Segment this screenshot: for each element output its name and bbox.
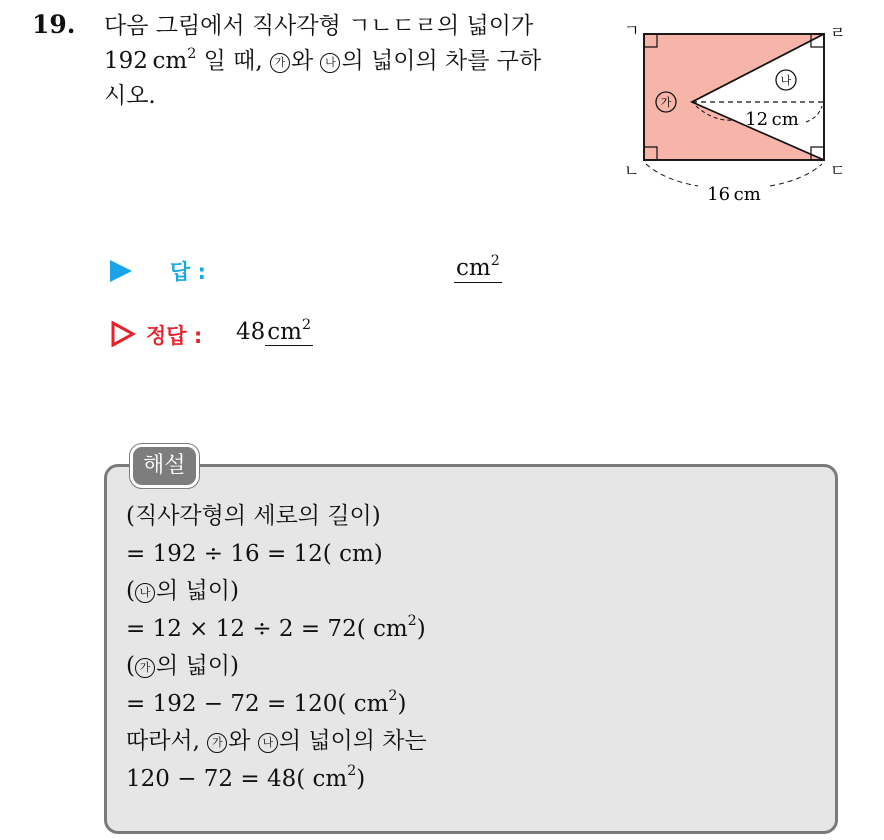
question-and: 와	[290, 48, 314, 74]
width-dimension-arc-left	[646, 164, 698, 186]
correct-unit	[265, 316, 313, 346]
correct-label: 정답 :	[146, 324, 203, 348]
answer-unit[interactable]	[454, 254, 502, 283]
rectangle-diagram	[614, 14, 864, 214]
region-label-ga: 가	[660, 96, 672, 109]
circled-na-icon: 나	[320, 53, 340, 73]
question-text	[104, 9, 604, 114]
circled-na-icon: 나	[135, 583, 155, 603]
height-label: 12 cm	[745, 109, 799, 130]
solution-line-5-text: 의 넓이)	[155, 653, 239, 679]
correct-unit-text: cm	[267, 319, 302, 345]
solution-line-6-text: = 192 − 72 = 120( cm	[126, 690, 389, 717]
solution-line-7	[126, 723, 427, 761]
question-line-3: 시오.	[104, 83, 156, 109]
solution-line-7-rest: 의 넓이의 차는	[278, 728, 427, 754]
solution-line-8-close: )	[356, 765, 366, 792]
question-line-1: 다음 그림에서 직사각형 ㄱㄴㄷㄹ의 넓이가	[104, 13, 534, 39]
solution-line-3: ( 나 의 넓이)	[126, 578, 239, 604]
solution-line-5: ( 가 의 넓이)	[126, 653, 239, 679]
solution-line-4	[126, 611, 427, 649]
question-line-2	[104, 44, 604, 79]
solution-line-4-close: )	[416, 615, 426, 642]
solution-line-3-text: 의 넓이)	[155, 578, 239, 604]
solution-line-1: (직사각형의 세로의 길이)	[126, 503, 381, 529]
question-number: 19.	[32, 10, 76, 39]
corner-label-giyeok: ㄱ	[624, 21, 640, 40]
region-label-na: 나	[780, 74, 792, 87]
circled-ga-icon: 가	[270, 53, 290, 73]
circled-ga-icon: 가	[207, 733, 227, 753]
correct-arrow-icon	[110, 321, 136, 347]
width-label: 16 cm	[707, 184, 761, 205]
answer-arrow-icon	[110, 260, 132, 282]
corner-label-rieul: ㄹ	[830, 23, 846, 42]
answer-unit-exp: 2	[490, 252, 500, 269]
area-exp: 2	[187, 45, 197, 62]
circled-na-icon: 나	[258, 733, 278, 753]
correct-value	[236, 318, 313, 346]
correct-number: 48	[236, 319, 266, 345]
answer-row	[110, 252, 530, 292]
solution-line-8-text: 120 − 72 = 48( cm	[126, 765, 348, 792]
solution-line-4-text: = 12 × 12 ÷ 2 = 72( cm	[126, 615, 408, 642]
width-dimension-arc-right	[770, 164, 822, 186]
corner-label-nieun: ㄴ	[624, 161, 640, 180]
question-rest: 의 넓이의 차를 구하	[341, 48, 542, 74]
solution-line-6-exp: 2	[388, 688, 398, 705]
correct-answer-row	[110, 316, 530, 356]
corner-label-digeut: ㄷ	[830, 161, 846, 180]
solution-line-2: = 192 ÷ 16 = 12( cm)	[126, 540, 383, 567]
answer-unit-text: cm	[456, 255, 491, 281]
solution-line-7-prefix: 따라서,	[126, 728, 200, 754]
area-value: 192 cm	[104, 48, 188, 74]
solution-line-8-exp: 2	[347, 763, 357, 780]
circled-ga-icon: 가	[135, 658, 155, 678]
solution-line-6-close: )	[397, 690, 407, 717]
solution-title-tab: 해설	[130, 444, 199, 488]
solution-line-6	[126, 686, 427, 724]
solution-body	[126, 498, 427, 798]
answer-label: 답 :	[170, 260, 206, 284]
rectangle-figure	[614, 14, 864, 214]
solution-line-8	[126, 761, 427, 799]
correct-unit-exp: 2	[301, 316, 312, 333]
solution-line-7-and: 와	[228, 728, 251, 754]
solution-line-4-exp: 2	[407, 613, 417, 630]
question-when: 일 때,	[203, 48, 263, 74]
